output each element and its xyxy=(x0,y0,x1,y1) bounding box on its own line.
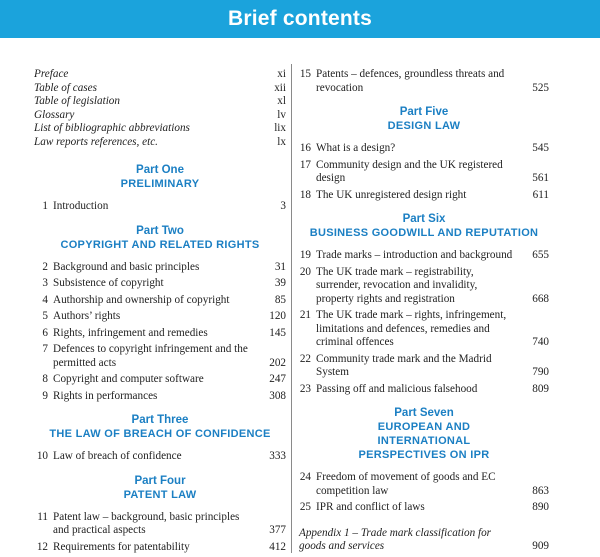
part-heading: Part One PRELIMINARY xyxy=(120,164,200,190)
header-banner xyxy=(0,0,600,38)
toc-entry-chapter[interactable]: 24 Freedom of movement of goods and EC competition law 863 xyxy=(299,471,549,497)
toc-entry-chapter[interactable]: 4 Authorship and ownership of copyright 85 xyxy=(42,293,286,306)
part-heading: Part Three THE LAW OF BREACH OF CONFIDENCE xyxy=(49,414,271,440)
toc-entry-chapter[interactable]: 20 The UK trade mark – registrability, surrender, revocation and invalidity, property rights and registration 668 xyxy=(299,265,549,305)
column-divider xyxy=(291,64,292,553)
toc-entry-chapter[interactable]: 23 Passing off and malicious falsehood 809 xyxy=(299,382,549,395)
toc-entry-chapter[interactable]: 15 Patents – defences, groundless threats and revocation 525 xyxy=(299,68,549,94)
toc-entry-chapter[interactable]: 7 Defences to copyright infringement and the permitted acts 202 xyxy=(42,343,286,369)
toc-entry-chapter[interactable]: 5 Authors’ rights 120 xyxy=(42,310,286,322)
part-heading: Part Two COPYRIGHT AND RELATED RIGHTS xyxy=(60,224,260,251)
toc-entry-appendix[interactable]: Appendix 1 – Trade mark classification for goods and services 909 xyxy=(299,526,549,552)
toc-entry-chapter[interactable]: 16 What is a design? 545 xyxy=(299,142,549,154)
toc-entry-bibliographic-abbreviations[interactable]: List of bibliographic abbreviations lix xyxy=(34,122,286,134)
toc-entry-chapter[interactable]: 21 The UK trade mark – rights, infringement, limitations and defences, remedies and criminal offences 740 xyxy=(299,309,549,348)
toc-entry-chapter[interactable]: 19 Trade marks – introduction and background 655 xyxy=(299,249,549,261)
toc-entry-preface[interactable]: Preface xi xyxy=(34,68,286,80)
part-heading: Part Four PATENT LAW xyxy=(123,474,197,501)
toc-entry-chapter[interactable]: 18 The UK unregistered design right 611 xyxy=(299,188,549,201)
part-heading: Part Six BUSINESS GOODWILL AND REPUTATION xyxy=(309,213,539,239)
part-heading: Part Seven EUROPEAN AND INTERNATIONAL PERSPECTIVES ON IPR xyxy=(358,407,490,461)
toc-entry-chapter[interactable]: 1 Introduction 3 xyxy=(42,200,286,212)
toc-entry-chapter[interactable]: 25 IPR and conflict of laws 890 xyxy=(299,501,549,513)
toc-entry-chapter[interactable]: 11 Patent law – background, basic principles and practical aspects 377 xyxy=(37,510,286,536)
toc-entry-chapter[interactable]: 3 Subsistence of copyright 39 xyxy=(42,277,286,289)
page-title: Brief contents xyxy=(228,7,372,30)
toc-entry-chapter[interactable]: 9 Rights in performances 308 xyxy=(42,389,286,402)
toc-entry-chapter[interactable]: 17 Community design and the UK registered design 561 xyxy=(299,158,549,184)
toc-right-column xyxy=(299,68,549,557)
toc-entry-chapter[interactable]: 6 Rights, infringement and remedies 145 xyxy=(42,326,286,339)
toc-entry-chapter[interactable]: 12 Requirements for patentability 412 xyxy=(36,540,286,553)
toc-entry-chapter[interactable]: 10 Law of breach of confidence 333 xyxy=(36,450,286,462)
part-heading: Part Five DESIGN LAW xyxy=(387,106,461,132)
toc-entry-chapter[interactable]: 2 Background and basic principles 31 xyxy=(42,260,286,273)
toc-entry-law-reports-references[interactable]: Law reports references, etc. lx xyxy=(34,135,286,148)
toc-entry-glossary[interactable]: Glossary lv xyxy=(34,108,286,121)
toc-left-column xyxy=(34,68,286,557)
toc-entry-chapter[interactable]: 22 Community trade mark and the Madrid System 790 xyxy=(299,352,549,378)
toc-entry-table-of-cases[interactable]: Table of cases xii xyxy=(34,81,286,94)
toc-entry-table-of-legislation[interactable]: Table of legislation xl xyxy=(34,95,286,107)
toc-entry-chapter[interactable]: 8 Copyright and computer software 247 xyxy=(42,373,286,385)
